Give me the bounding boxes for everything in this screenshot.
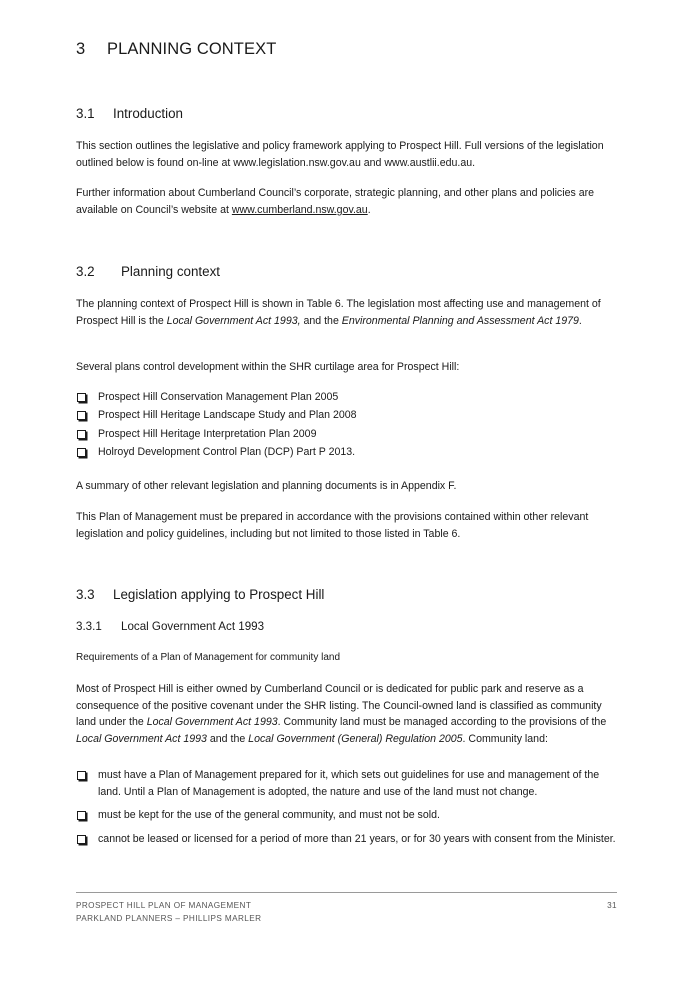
checkbox-bullet-icon (77, 393, 86, 402)
list-item (76, 831, 621, 848)
checkbox-bullet-icon (77, 835, 86, 844)
section-heading-3-1 (76, 106, 183, 121)
checkbox-bullet-icon (77, 430, 86, 439)
planning-paragraph-4: This Plan of Management must be prepared in accordance with the provisions contained within other relevant legislation and policy guidelines, including but not limited to those listed in Table 6. (76, 511, 589, 540)
act-name: Environmental Planning and Assessment Act 1979 (341, 314, 579, 327)
list-item (76, 407, 621, 424)
list-item-text: must be kept for the use of the general community, and must not be sold. (98, 809, 440, 821)
section-number: 3.3 (76, 587, 95, 602)
page-footer (76, 900, 617, 925)
section-number: 3.2 (76, 264, 95, 279)
chapter-title: PLANNING CONTEXT (107, 40, 277, 58)
planning-paragraph-2: Several plans control development within the SHR curtilage area for Prospect Hill: (76, 361, 460, 373)
planning-paragraph-3: A summary of other relevant legislation and planning documents is in Appendix F. (76, 480, 457, 492)
paragraph-text: . (578, 314, 582, 327)
requirements-caption: Requirements of a Plan of Management for community land (76, 652, 341, 663)
subsection-title: Local Government Act 1993 (121, 620, 265, 633)
intro-paragraph-1: This section outlines the legislative and policy framework applying to Prospect Hill. Full versions of the legislation outlined below is found on-line at www.legislation.nsw.gov.au and www.austlii.edu.au. (76, 140, 604, 169)
page-number: 31 (607, 901, 617, 910)
section-title: Introduction (113, 106, 183, 121)
checkbox-bullet-icon (77, 811, 86, 820)
paragraph-text: and the (206, 732, 249, 745)
paragraph-text: Most of Prospect Hill is either owned by Cumberland Council or is dedicated for public park and reserve as a consequence of the positive covenant under the SHR listing. The Council-owned land is classified as community land under the (76, 683, 602, 728)
list-item-text: cannot be leased or licensed for a period of more than 21 years, or for 30 years with consent from the Minister. (98, 832, 616, 845)
section-number: 3.1 (76, 106, 95, 121)
list-item-text: must have a Plan of Management prepared for it, which sets out guidelines for use and management of the land. Until a Plan of Management is adopted, the nature and use of the land must not change. (98, 769, 600, 798)
list-item-text: Prospect Hill Conservation Management Plan 2005 (98, 391, 339, 403)
footer-author: PARKLAND PLANNERS – PHILLIPS MARLER (76, 913, 262, 923)
paragraph-text: . Community land: (462, 732, 548, 745)
list-item (76, 767, 621, 800)
checkbox-bullet-icon (77, 771, 86, 780)
plans-list (76, 389, 621, 460)
intro-paragraph-2 (76, 185, 621, 218)
checkbox-bullet-icon (77, 448, 86, 457)
community-land-paragraph (76, 681, 621, 747)
section-title: Planning context (121, 264, 221, 279)
act-name: Local Government Act 1993 (146, 716, 278, 728)
list-item (76, 389, 621, 406)
paragraph-text: The planning context of Prospect Hill is shown in Table 6. The legislation most affecting use and management of Prospect Hill is the (76, 298, 601, 327)
paragraph-text: and the (300, 314, 342, 327)
paragraph-text: . (367, 203, 371, 216)
paragraph-text: Further information about Cumberland Council’s corporate, strategic planning, and other plans and policies are available on Council’s website at (76, 187, 595, 216)
list-item-text: Prospect Hill Heritage Interpretation Plan 2009 (98, 427, 317, 440)
list-item (76, 444, 621, 461)
section-title: Legislation applying to Prospect Hill (113, 587, 325, 602)
regulation-name: Local Government (General) Regulation 2005 (248, 732, 463, 745)
list-item (76, 426, 621, 443)
list-item-text: Holroyd Development Control Plan (DCP) Part P 2013. (98, 445, 356, 458)
section-heading-3-2 (76, 264, 220, 279)
chapter-number: 3 (76, 40, 86, 58)
list-item (76, 807, 621, 824)
council-website-link[interactable]: www.cumberland.nsw.gov.au (231, 203, 368, 216)
subsection-number: 3.3.1 (76, 620, 102, 633)
subsection-heading-3-3-1 (76, 620, 264, 633)
act-name: Local Government Act 1993, (166, 314, 301, 327)
chapter-heading (76, 40, 276, 59)
footer-divider (76, 892, 617, 893)
planning-paragraph-1 (76, 296, 621, 329)
footer-document-title: PROSPECT HILL PLAN OF MANAGEMENT (76, 901, 252, 910)
paragraph-text: . Community land must be managed according to the provisions of the (277, 716, 607, 728)
act-name: Local Government Act 1993 (76, 732, 207, 745)
list-item-text: Prospect Hill Heritage Landscape Study and Plan 2008 (98, 409, 357, 422)
checkbox-bullet-icon (77, 411, 86, 420)
community-land-list (76, 767, 621, 847)
section-heading-3-3 (76, 587, 324, 602)
